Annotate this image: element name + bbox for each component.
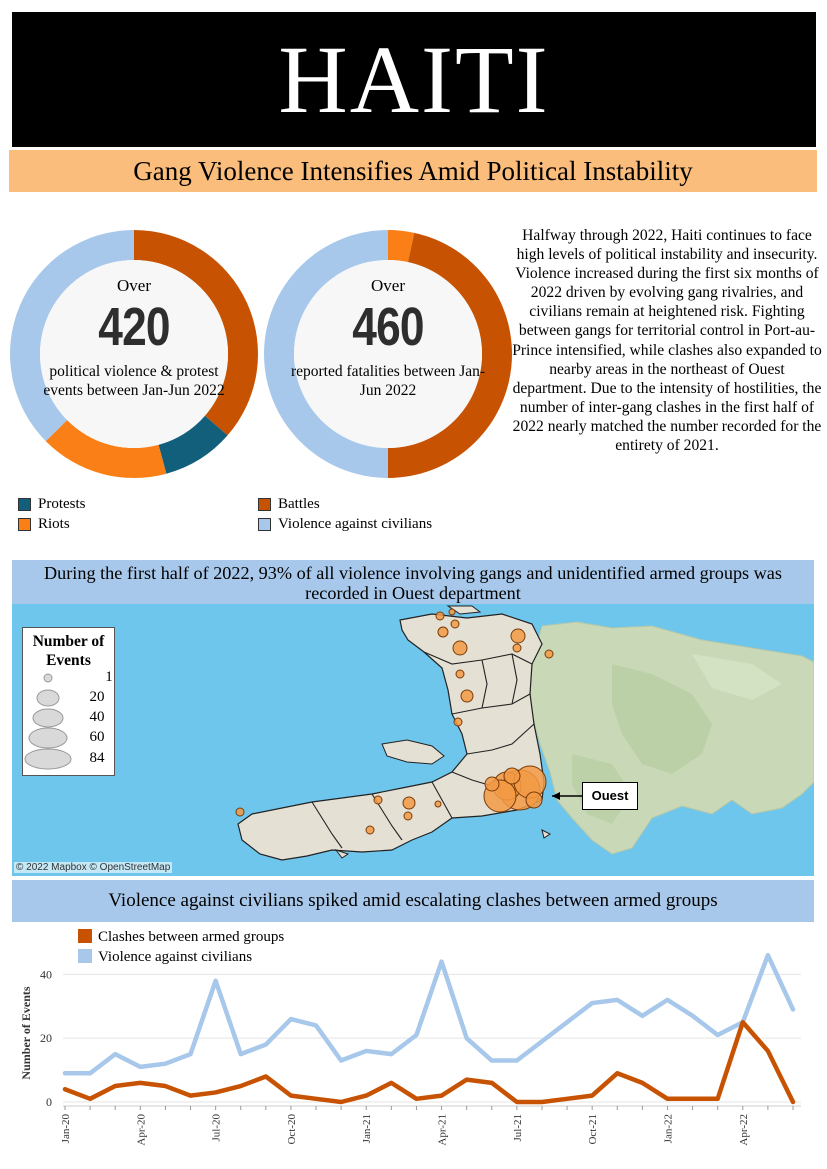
events-total-number: 420: [98, 297, 170, 357]
ouest-callout-label: Ouest: [582, 782, 638, 810]
map-attribution: © 2022 Mapbox © OpenStreetMap: [16, 862, 171, 873]
x-tick-label: Jan-21: [361, 1114, 374, 1144]
x-tick-label: Jul-20: [210, 1114, 223, 1142]
x-tick-label: Jul-21: [511, 1114, 524, 1142]
legend-swatch-violence-against-civilians: [78, 949, 92, 963]
legend-item-battles: [258, 496, 320, 513]
y-tick-label: 40: [40, 967, 52, 982]
map-legend-value-20: 20: [89, 689, 105, 705]
legend-item-protests: [18, 496, 86, 513]
legend-bubble-20: [37, 690, 59, 706]
map-legend-title: Number of Events: [32, 633, 105, 669]
chart-title: Violence against civilians spiked amid escalating clashes between armed groups: [12, 880, 814, 922]
legend-bubble-84: [25, 749, 71, 769]
fatalities-total-number: 460: [352, 297, 424, 357]
legend-swatch-battles: [258, 498, 271, 511]
fatalities-over-label: Over: [371, 276, 405, 295]
subtitle-banner: [9, 150, 817, 192]
title-banner: [12, 12, 816, 147]
legend-label-violence-against-civilians: Violence against civilians: [98, 949, 253, 965]
line-chart: [0, 922, 827, 1169]
x-tick-label: Apr-22: [737, 1114, 750, 1146]
y-axis-label: Number of Events: [19, 986, 33, 1080]
legend-bubble-1: [44, 674, 52, 682]
legend-label-clashes-between-armed-groups: Clashes between armed groups: [98, 929, 285, 945]
haiti-map: [12, 604, 814, 876]
haiti-map-svg: [12, 604, 814, 876]
legend-label-violence-against-civilians: Violence against civilians: [278, 516, 433, 532]
x-tick-label: Apr-20: [135, 1114, 148, 1146]
fatalities-donut-chart: [262, 228, 514, 480]
y-tick-label: 20: [40, 1031, 52, 1046]
legend-label-riots: Riots: [38, 516, 70, 532]
haiti-landmass: [238, 614, 544, 860]
legend-swatch-protests: [18, 498, 31, 511]
legend-item-violence-against-civilians: [258, 516, 432, 533]
y-tick-label: 0: [46, 1095, 52, 1109]
legend-bubble-40: [33, 709, 63, 727]
series-line-violence-against-civilians: [65, 955, 793, 1073]
page-subtitle: Gang Violence Intensifies Amid Political Instability: [133, 155, 693, 186]
events-over-label: Over: [117, 276, 151, 295]
legend-swatch-violence-against-civilians: [258, 518, 271, 531]
x-tick-label: Oct-21: [587, 1114, 600, 1145]
map-legend-value-84: 84: [89, 750, 105, 766]
legend-label-battles: Battles: [278, 496, 320, 512]
x-tick-label: Oct-20: [285, 1114, 298, 1145]
map-legend-value-40: 40: [89, 709, 105, 725]
legend-swatch-riots: [18, 518, 31, 531]
gonave-island: [382, 740, 444, 764]
x-tick-label: Apr-21: [436, 1114, 449, 1146]
x-tick-label: Jan-22: [662, 1114, 675, 1144]
page-title: HAITI: [278, 25, 550, 133]
fatalities-caption: reported fatalities between Jan-Jun 2022: [290, 363, 486, 399]
map-size-legend: [22, 627, 115, 776]
legend-swatch-clashes-between-armed-groups: [78, 929, 92, 943]
legend-label-protests: Protests: [38, 496, 86, 512]
map-header: During the first half of 2022, 93% of all violence involving gangs and unidentified armed groups was recorded in Ouest department: [12, 560, 814, 604]
events-donut-chart: [8, 228, 260, 480]
map-legend-value-60: 60: [89, 729, 105, 745]
map-legend-value-1: 1: [105, 669, 113, 685]
legend-bubble-60: [29, 728, 67, 748]
events-caption: political violence & protest events between Jan-Jun 2022: [43, 363, 225, 399]
legend-item-riots: [18, 516, 70, 533]
x-tick-label: Jan-20: [60, 1114, 72, 1144]
intro-paragraph: Halfway through 2022, Haiti continues to face high levels of political instability and insecurity. Violence increased during the first six months of 2022 driven by evolving gang rivalries, and civilians remain at heightened risk. Fighting between gangs for territorial control in Port-au-Prince intensified, while clashes also expanded to nearby areas in the northeast of Ouest department. Due to the intensity of hostilities, the number of inter-gang clashes in the first half of 2022 nearly matched the number recorded for the entirety of 2021.: [512, 227, 822, 455]
